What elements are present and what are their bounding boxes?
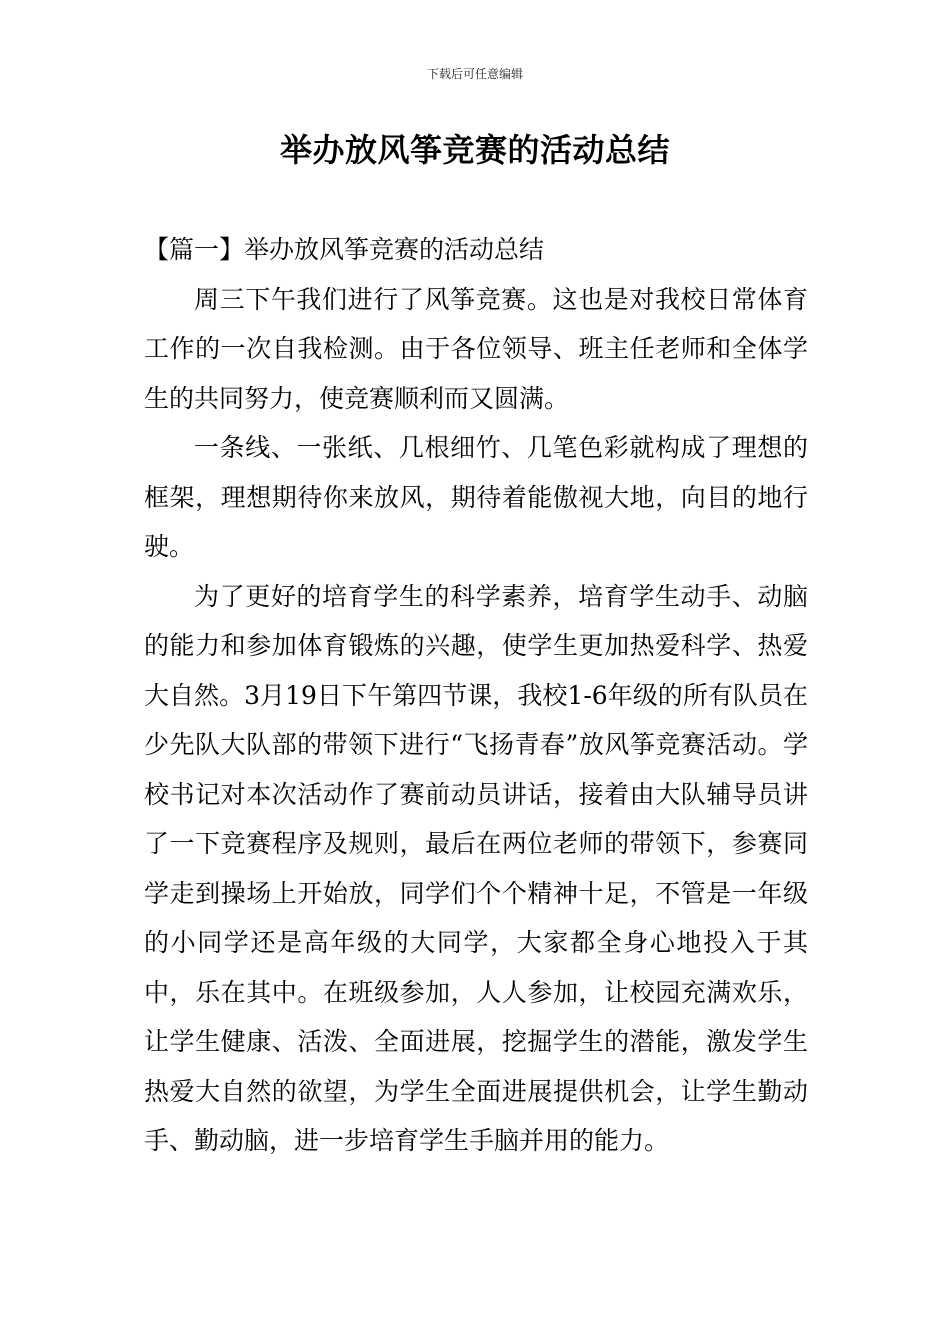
paragraph-1: 周三下午我们进行了风筝竞赛。这也是对我校日常体育工作的一次自我检测。由于各位领导、班主任老师和全体学生的共同努力，使竞赛顺利而又圆满。 bbox=[144, 284, 808, 413]
paragraph-2: 一条线、一张纸、几根细竹、几笔色彩就构成了理想的框架，理想期待你来放风，期待着能傲视大地，向目的地行驶。 bbox=[144, 433, 808, 561]
document-title: 举办放风筝竞赛的活动总结 bbox=[279, 131, 670, 169]
header-note: 下载后可任意编辑 bbox=[426, 67, 523, 81]
section-heading: 【篇一】举办放风筝竞赛的活动总结 bbox=[144, 235, 545, 264]
document-body bbox=[144, 225, 808, 1166]
paragraph-3: 为了更好的培育学生的科学素养，培育学生动手、动脑的能力和参加体育锻炼的兴趣，使学生更加热爱科学、热爱大自然。3月19日下午第四节课，我校1-6年级的所有队员在少先队大队部的带领下进行“飞扬青春”放风筝竞赛活动。学校书记对本次活动作了赛前动员讲话，接着由大队辅导员讲了一下竞赛程序及规则，最后在两位老师的带领下，参赛同学走到操场上开始放，同学们个个精神十足，不管是一年级的小同学还是高年级的大同学，大家都全身心地投入于其中，乐在其中。在班级参加，人人参加，让校园充满欢乐，让学生健康、活泼、全面进展，挖掘学生的潜能，激发学生热爱大自然的欲望，为学生全面进展提供机会，让学生勤动手、勤动脑，进一步培育学生手脑并用的能力。 bbox=[144, 581, 808, 1155]
